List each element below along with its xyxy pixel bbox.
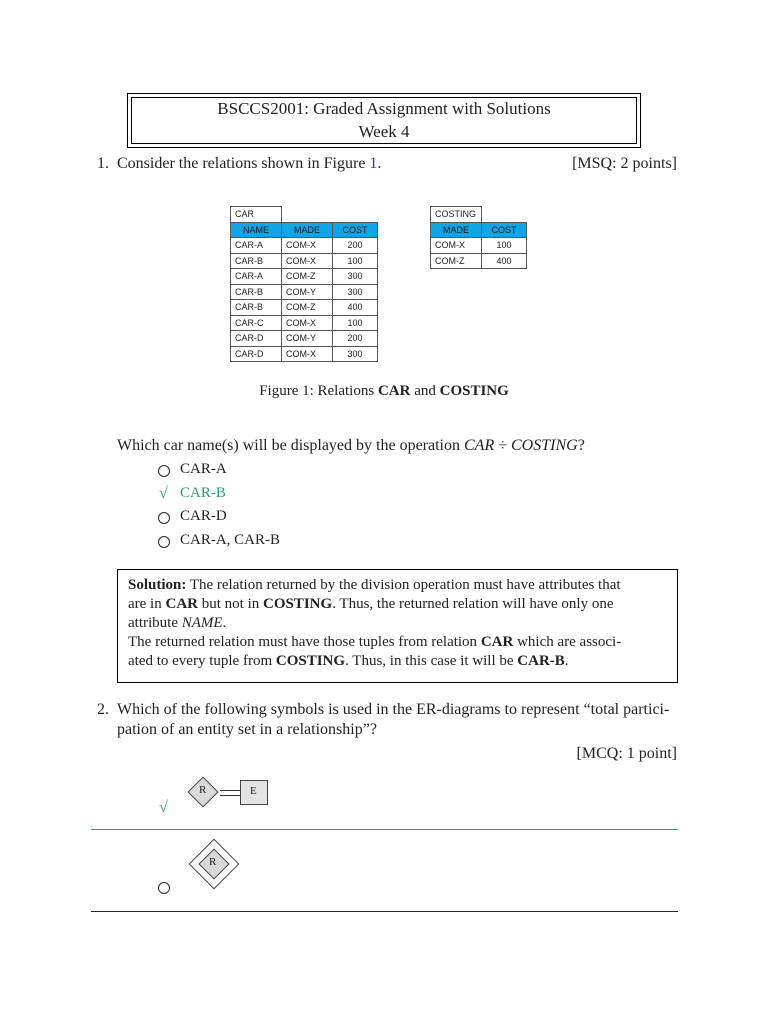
figure-caption-prefix: Figure 1: Relations xyxy=(259,383,378,399)
car-table-cell: COM-Y xyxy=(282,331,333,347)
er-symbol-total-participation xyxy=(186,777,276,811)
identifying-relationship-label: R xyxy=(209,856,217,868)
car-table-cell: 200 xyxy=(333,238,378,254)
costing-table-caption: COSTING xyxy=(431,207,482,223)
solution-text-4a: The returned relation must have those tuples from relation xyxy=(128,634,481,650)
entity-label: E xyxy=(250,785,257,797)
car-table-cell: CAR-A xyxy=(231,238,282,254)
car-table-row xyxy=(231,269,378,285)
q1-points: [MSQ: 2 points] xyxy=(572,155,677,172)
costing-header-made: MADE xyxy=(431,222,482,238)
solution-text-3b: NAME xyxy=(181,615,223,631)
solution-text-2b: CAR xyxy=(165,596,198,612)
car-table-cell: 300 xyxy=(333,269,378,285)
car-table-cell: CAR-C xyxy=(231,315,282,331)
costing-table-cell: 400 xyxy=(482,253,527,269)
solution-text-3a: attribute xyxy=(128,615,182,631)
costing-table-cell: COM-X xyxy=(431,238,482,254)
car-table-cell: 400 xyxy=(333,300,378,316)
car-header-cost: COST xyxy=(333,222,378,238)
car-header-name: NAME xyxy=(231,222,282,238)
costing-header-cost: COST xyxy=(482,222,527,238)
solution-text-4c: which are associ- xyxy=(513,634,622,650)
car-table-cell: COM-X xyxy=(282,253,333,269)
car-table-cell: COM-X xyxy=(282,315,333,331)
figure-caption-costing: COSTING xyxy=(439,383,509,399)
car-table-cell: CAR-B xyxy=(231,284,282,300)
check-icon-q2: √ xyxy=(159,799,168,816)
q1-question-text: Which car name(s) will be displayed by the operation xyxy=(117,437,464,454)
relationship-label: R xyxy=(199,784,207,796)
q1-question xyxy=(117,437,585,455)
solution-text-5e: . xyxy=(564,653,569,669)
q2-number: 2. xyxy=(97,701,109,718)
q1-number: 1. xyxy=(97,155,109,172)
car-table xyxy=(230,206,378,362)
option-radio-car-a[interactable] xyxy=(158,465,170,477)
q1-prompt-text: Consider the relations shown in Figure xyxy=(117,155,370,172)
car-table-cell: CAR-A xyxy=(231,269,282,285)
option-radio-car-a-car-b[interactable] xyxy=(158,536,170,548)
costing-table-row xyxy=(431,253,527,269)
car-table-cell: 100 xyxy=(333,253,378,269)
car-table-cell: 300 xyxy=(333,284,378,300)
option-label-car-a[interactable]: CAR-A xyxy=(180,461,227,477)
document-title: BSCCS2001: Graded Assignment with Solutions xyxy=(217,99,551,118)
correct-option-separator xyxy=(91,829,678,830)
costing-table-row xyxy=(431,238,527,254)
car-table-cell: CAR-D xyxy=(231,331,282,347)
solution-text-1: The relation returned by the division operation must have attributes that xyxy=(186,577,621,593)
costing-table xyxy=(430,206,527,269)
car-table-cell: CAR-B xyxy=(231,300,282,316)
q1-question-suffix: ? xyxy=(577,437,585,454)
car-table-row xyxy=(231,253,378,269)
car-header-made: MADE xyxy=(282,222,333,238)
car-table-cell: 200 xyxy=(333,331,378,347)
q2-prompt-line-2: pation of an entity set in a relationship”? xyxy=(117,721,377,738)
document-subtitle: Week 4 xyxy=(358,122,410,141)
solution-text-5a: ated to every tuple from xyxy=(128,653,276,669)
figure-caption-car: CAR xyxy=(377,383,411,399)
car-table-row xyxy=(231,238,378,254)
option-separator xyxy=(91,911,678,912)
costing-table-cell: 100 xyxy=(482,238,527,254)
car-table-cell: COM-X xyxy=(282,346,333,362)
car-table-row xyxy=(231,331,378,347)
car-table-cell: COM-X xyxy=(282,238,333,254)
solution-text-2d: COSTING xyxy=(263,596,333,612)
solution-text-2a: are in xyxy=(128,596,166,612)
q2-points: [MCQ: 1 point] xyxy=(576,745,677,762)
option-label-car-d[interactable]: CAR-D xyxy=(180,508,227,524)
figure-caption-and: and xyxy=(410,383,440,399)
title-box xyxy=(127,93,641,148)
solution-line-5 xyxy=(128,652,667,671)
er-symbol-identifying-relationship xyxy=(188,838,242,892)
option-label-car-a-car-b[interactable]: CAR-A, CAR-B xyxy=(180,532,281,548)
check-icon: √ xyxy=(159,485,168,502)
solution-box xyxy=(117,569,678,683)
car-table-cell: COM-Y xyxy=(282,284,333,300)
double-line xyxy=(220,790,240,796)
car-table-cell: 100 xyxy=(333,315,378,331)
q1-prompt xyxy=(117,155,381,173)
figure-link[interactable]: 1 xyxy=(369,155,378,172)
solution-line-4 xyxy=(128,633,667,652)
q1-prompt-end: . xyxy=(377,155,382,172)
q1-question-math: CAR ÷ COSTING xyxy=(464,437,578,454)
q2-prompt-line-1: Which of the following symbols is used in the ER-diagrams to represent “total partici- xyxy=(117,701,670,718)
solution-text-3c: . xyxy=(222,615,227,631)
car-table-cell: CAR-B xyxy=(231,253,282,269)
solution-text-4b: CAR xyxy=(480,634,514,650)
solution-line-2 xyxy=(128,595,667,614)
car-table-row xyxy=(231,300,378,316)
car-table-row xyxy=(231,284,378,300)
car-table-cell: 300 xyxy=(333,346,378,362)
solution-text-5c: . Thus, in this case it will be xyxy=(345,653,518,669)
option-label-car-b[interactable]: CAR-B xyxy=(180,485,226,501)
option-radio-car-d[interactable] xyxy=(158,512,170,524)
car-table-cell: COM-Z xyxy=(282,269,333,285)
car-table-cell: CAR-D xyxy=(231,346,282,362)
solution-text-2e: . Thus, the returned relation will have only one xyxy=(332,596,614,612)
solution-line-3 xyxy=(128,614,667,633)
car-table-row xyxy=(231,346,378,362)
car-table-cell: COM-Z xyxy=(282,300,333,316)
solution-label: Solution: xyxy=(128,577,187,593)
car-table-row xyxy=(231,315,378,331)
figure-caption xyxy=(0,383,768,400)
solution-text-5d: CAR-B xyxy=(517,653,565,669)
option-radio-double-diamond[interactable] xyxy=(158,882,170,894)
solution-text-5b: COSTING xyxy=(275,653,346,669)
costing-table-cell: COM-Z xyxy=(431,253,482,269)
solution-line-1 xyxy=(128,576,667,595)
solution-text-2c: but not in xyxy=(197,596,263,612)
car-table-caption: CAR xyxy=(231,207,282,223)
